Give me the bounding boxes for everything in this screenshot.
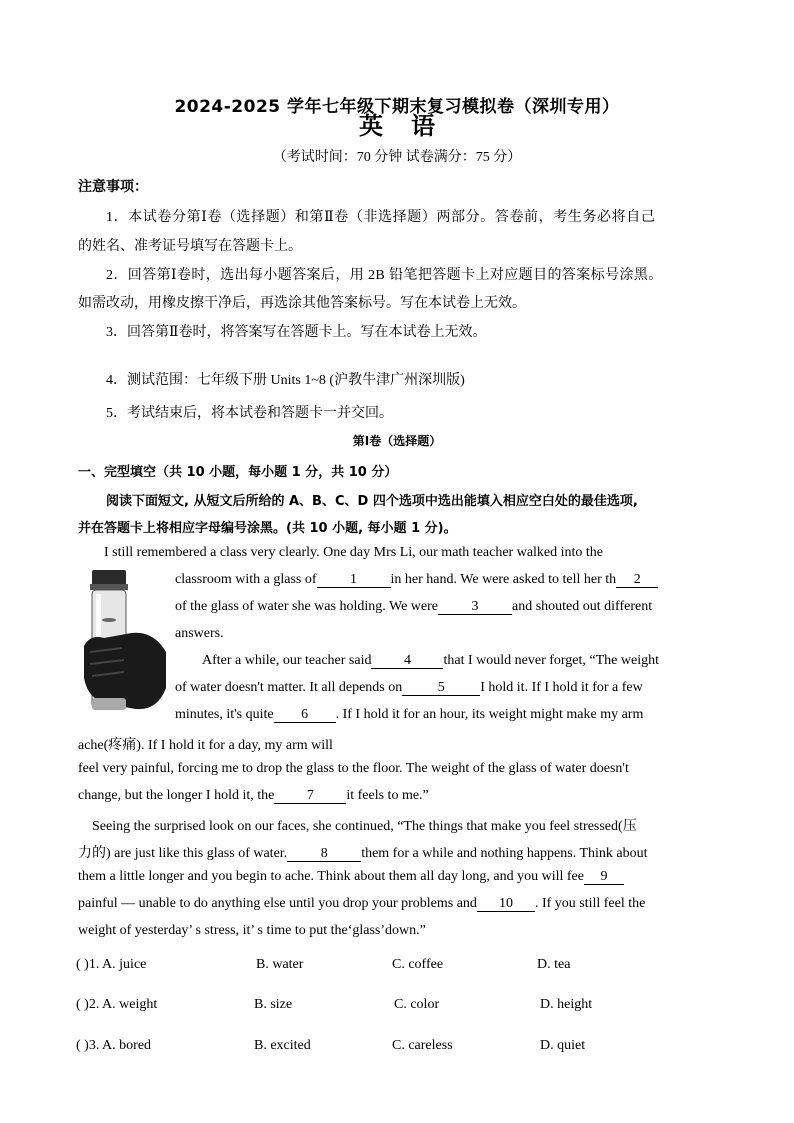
question-3-option-d[interactable]: D. quiet xyxy=(540,1038,586,1053)
notice-item: 3．回答第Ⅱ卷时，将答案写在答题卡上。写在本试卷上无效。 xyxy=(106,325,487,340)
passage-line xyxy=(202,653,659,669)
notice-item: 的姓名、准考证号填写在答题卡上。 xyxy=(78,239,302,254)
question-3-option-c[interactable]: C. careless xyxy=(392,1038,453,1053)
blank-6[interactable]: 6 xyxy=(274,708,336,723)
passage-line xyxy=(175,707,643,723)
notice-item: 5．考试结束后，将本试卷和答题卡一并交回。 xyxy=(106,406,393,421)
text-segment: in her hand. We were asked to tell her th xyxy=(390,572,617,587)
question-1-option-b[interactable]: B. water xyxy=(256,957,304,972)
passage-line: Seeing the surprised look on our faces, she continued, “The things that make you feel stressed(压 xyxy=(92,819,637,834)
passage-line: weight of yesterday’ s stress, it’ s time to put the‘glass’down.” xyxy=(78,923,426,938)
passage-line: ache(疼痛). If I hold it for a day, my arm will xyxy=(78,738,333,753)
text-segment: I hold it. If I hold it for a few xyxy=(480,680,643,695)
text-segment: them for a while and nothing happens. Think about xyxy=(361,846,648,861)
blank-10[interactable]: 10 xyxy=(477,897,535,912)
text-segment: minutes, it's quite xyxy=(175,707,274,722)
text-segment: 力的) are just like this glass of water. xyxy=(78,846,288,861)
notice-item: 2．回答第Ⅰ卷时，选出每小题答案后，用 2B 铅笔把答题卡上对应题目的答案标号涂黑。 xyxy=(106,268,663,283)
text-segment: classroom with a glass of xyxy=(175,572,317,587)
passage-line xyxy=(78,788,429,804)
text-segment: of water doesn't matter. It all depends on xyxy=(175,680,403,695)
notice-heading: 注意事项： xyxy=(78,179,148,195)
blank-8[interactable]: 8 xyxy=(287,847,361,862)
blank-3[interactable]: 3 xyxy=(438,600,512,615)
question-3-option-a[interactable]: ( )3. A. bored xyxy=(76,1038,152,1053)
instruction-line: 阅读下面短文, 从短文后所给的 A、B、C、D 四个选项中选出能填入相应空白处的最佳选项, xyxy=(106,494,638,509)
section-heading: 一、完型填空（共 10 小题，每小题 1 分，共 10 分） xyxy=(78,465,398,480)
text-segment: of the glass of water she was holding. We were xyxy=(175,599,438,614)
blank-5[interactable]: 5 xyxy=(402,681,480,696)
question-2-option-c[interactable]: C. color xyxy=(394,997,440,1012)
blank-7[interactable]: 7 xyxy=(274,789,346,804)
text-segment: . If you still feel the xyxy=(534,896,646,911)
text-segment: . If I hold it for an hour, its weight might make my arm xyxy=(335,707,644,722)
text-segment: painful — unable to do anything else until you drop your problems and xyxy=(78,896,477,911)
subject-title: 英语 xyxy=(359,111,463,140)
blank-9[interactable]: 9 xyxy=(584,870,624,885)
question-3-option-b[interactable]: B. excited xyxy=(254,1038,311,1053)
part1-heading: 第Ⅰ卷（选择题） xyxy=(352,434,442,448)
question-1-option-c[interactable]: C. coffee xyxy=(392,957,444,972)
exam-title: 2024-2025 学年七年级下期末复习模拟卷（深圳专用） xyxy=(174,97,620,117)
instruction-line: 并在答题卡上将相应字母编号涂黑。(共 10 小题, 每小题 1 分)。 xyxy=(78,521,457,536)
question-2-option-d[interactable]: D. height xyxy=(540,997,593,1012)
blank-2[interactable]: 2 xyxy=(616,573,658,588)
passage-line xyxy=(78,842,647,862)
text-segment: it feels to me.” xyxy=(346,788,429,803)
passage-line: feel very painful, forcing me to drop the glass to the floor. The weight of the glass of water doesn't xyxy=(78,761,629,776)
passage-line: I still remembered a class very clearly. One day Mrs Li, our math teacher walked into the xyxy=(104,545,604,560)
text-segment: that I would never forget, “The weight xyxy=(443,653,659,668)
text-segment: them a little longer and you begin to ache. Think about them all day long, and you will fee xyxy=(78,869,584,884)
passage-line xyxy=(78,896,645,912)
question-2-option-a[interactable]: ( )2. A. weight xyxy=(76,997,158,1012)
passage-line xyxy=(175,680,643,696)
text-segment: change, but the longer I hold it, the xyxy=(78,788,275,803)
passage-line xyxy=(78,869,624,885)
exam-info: （考试时间：70 分钟 试卷满分：75 分） xyxy=(272,150,522,165)
text-segment: and shouted out different xyxy=(512,599,653,614)
question-1-option-a[interactable]: ( )1. A. juice xyxy=(76,957,147,972)
passage-line: answers. xyxy=(175,626,224,641)
question-1-option-d[interactable]: D. tea xyxy=(537,957,571,972)
notice-item: 4．测试范围：七年级下册 Units 1~8 (沪教牛津广州深圳版) xyxy=(106,373,465,388)
question-2-option-b[interactable]: B. size xyxy=(254,997,293,1012)
notice-item: 1．本试卷分第Ⅰ卷（选择题）和第Ⅱ卷（非选择题）两部分。答卷前，考生务必将自己 xyxy=(106,210,656,225)
text-segment: After a while, our teacher said xyxy=(202,653,372,668)
passage-line xyxy=(175,599,652,615)
blank-1[interactable]: 1 xyxy=(317,573,391,588)
passage-line xyxy=(175,572,658,588)
blank-4[interactable]: 4 xyxy=(371,654,443,669)
glass-photo xyxy=(82,568,168,714)
notice-item: 如需改动，用橡皮擦干净后，再选涂其他答案标号。写在本试卷上无效。 xyxy=(78,296,526,311)
